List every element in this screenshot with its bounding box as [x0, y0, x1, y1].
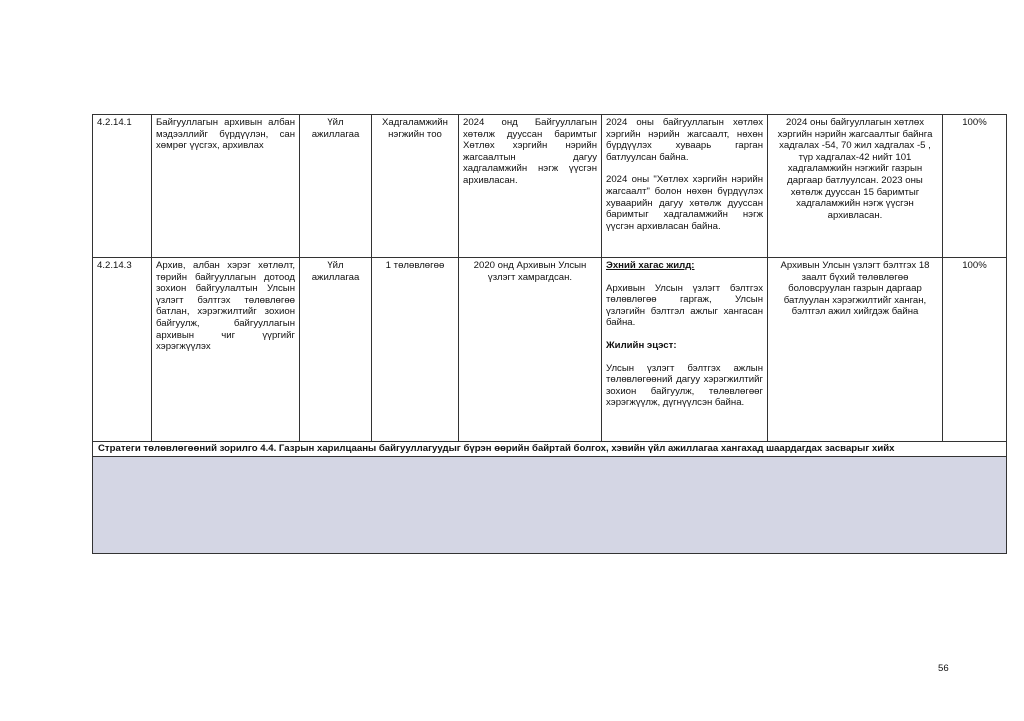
percent-cell: 100% — [943, 258, 1007, 442]
shaded-cell — [93, 457, 1007, 554]
baseline-cell: 2020 онд Архивын Улсын үзлэгт хамрагдсан. — [459, 258, 602, 442]
progress-heading: Эхний хагас жилд: — [606, 260, 695, 271]
indicator-cell: Хадгаламжийн нэгжийн тоо — [372, 115, 459, 258]
progress-heading: Жилийн эцэст: — [606, 339, 677, 351]
progress-paragraph: Улсын үзлэгт бэлтгэх ажлын төлөвлөгөөний дагуу хэрэгжилтийг зохион байгуулж, төлөвлөгөөг хэрэгжүүлж, дүгнүүлсэн байна. — [606, 362, 763, 409]
baseline-cell: 2024 онд Байгууллагын хөтөлж дууссан баримтыг Хөтлөх хэргийн нэрийн жагсаалтын дагуу хадгаламжийн нэгж үүсгэн архивласан. — [459, 115, 602, 258]
percent-cell: 100% — [943, 115, 1007, 258]
result-cell: 2024 оны байгууллагын хөтлөх хэргийн нэрийн жагсаалтыг байнга хадгалах -54, 70 жил хадгалах -5 , түр хадгалах-42 нийт 101 хадгаламжийн нэгжийг газрын даргаар батлуулсан. 2023 оны хөтөлж дууссан 15 баримтыг хадгаламжийн нэгж үүсгэн архивласан. — [768, 115, 943, 258]
report-table — [92, 114, 1007, 554]
table-row — [93, 115, 1007, 258]
progress-paragraph: 2024 оны "Хөтлөх хэргийн нэрийн жагсаалт" болон нөхөн бүрдүүлэх хуваарийн дагуу хөтөлж дууссан баримтыг хадгаламжийн нэгж үүсгэн архивласан байна. — [606, 174, 763, 232]
progress-cell — [602, 258, 768, 442]
progress-paragraph: 2024 оны байгууллагын хөтлөх хэргийн нэрийн жагсаалт, нөхөн бүрдүүлэх хуваарь гарган батлуулсан байна. — [606, 117, 763, 163]
measure-cell: Архив, албан хэрэг хөтлөлт, төрийн байгууллагын дотоод зохион байгуулалтын Улсын үзлэгт бэлтгэх төлөвлөгөө батлан, хэрэгжилтийг зохион байгуулж, байгууллагын архивын чиг үүргийг хэрэгжүүлэх — [152, 258, 300, 442]
page-number: 56 — [938, 663, 949, 674]
goal-row — [93, 442, 1007, 457]
row-code: 4.2.14.1 — [93, 115, 152, 258]
row-code: 4.2.14.3 — [93, 258, 152, 442]
goal-heading: Стратеги төлөвлөгөөний зорилго 4.4. Газрын харилцааны байгууллагуудыг бүрэн өөрийн байртай болгох, хэвийн үйл ажиллагаа хангахад шаардагдах засварыг хийх — [93, 442, 1007, 457]
indicator-cell: 1 төлөвлөгөө — [372, 258, 459, 442]
result-cell: Архивын Улсын үзлэгт бэлтгэх 18 заалт бүхий төлөвлөгөө боловсруулан газрын даргаар батлуулан хэрэгжилтийг ханган, бэлтгэл ажил хийгдэж байна — [768, 258, 943, 442]
type-cell: Үйл ажиллагаа — [300, 258, 372, 442]
shaded-row — [93, 457, 1007, 554]
type-cell: Үйл ажиллагаа — [300, 115, 372, 258]
table-row — [93, 258, 1007, 442]
progress-paragraph: Архивын Улсын үзлэгт бэлтгэх төлөвлөгөө гаргаж, Улсын үзлэгийн бэлтгэл ажлыг хангасан байна. — [606, 282, 763, 329]
measure-cell: Байгууллагын архивын албан мэдээллийг бүрдүүлэн, сан хөмрөг үүсгэх, архивлах — [152, 115, 300, 258]
progress-cell — [602, 115, 768, 258]
